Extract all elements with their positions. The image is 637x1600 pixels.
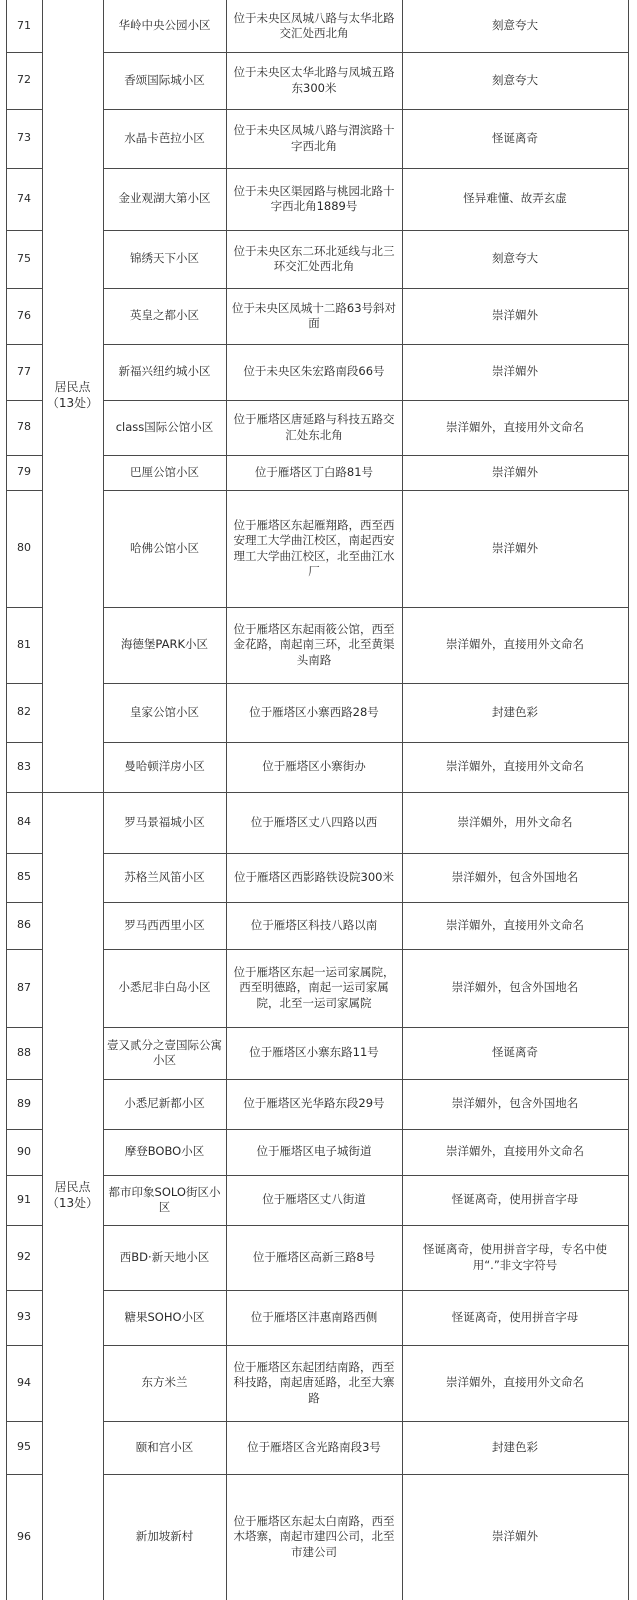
community-name: 曼哈顿洋房小区: [124, 759, 205, 774]
community-location: 位于雁塔区丈八四路以西: [250, 814, 378, 829]
naming-issue: 崇洋媚外，包含外国地名: [451, 980, 579, 995]
community-name: 锦绣天下小区: [130, 251, 199, 266]
community-location: 位于雁塔区东起雨筱公馆，西至金花路，南起南三环，北至黄渠头南路: [233, 622, 395, 667]
community-location: 位于未央区朱宏路南段66号: [243, 364, 385, 379]
column-rule: [628, 0, 629, 1600]
row-rule: [103, 853, 629, 854]
group-category: 居民点（13处）: [46, 1180, 99, 1210]
naming-issue: 崇洋媚外，直接用外文命名: [446, 1375, 584, 1390]
community-name: 颐和宫小区: [135, 1439, 194, 1454]
community-name: 巴厘公馆小区: [130, 464, 199, 479]
row-number: 82: [17, 705, 31, 719]
community-location: 位于雁塔区含光路南段3号: [247, 1439, 381, 1454]
row-rule: [6, 902, 43, 903]
community-name: 英皇之都小区: [130, 308, 199, 323]
row-number: 93: [17, 1310, 31, 1324]
community-name: 东方米兰: [141, 1375, 188, 1390]
row-number: 74: [17, 191, 31, 205]
row-number: 90: [17, 1144, 31, 1158]
row-number: 86: [17, 918, 31, 932]
community-name: 香颂国际城小区: [124, 72, 205, 87]
group-category: 居民点（13处）: [46, 380, 99, 410]
row-rule: [6, 1175, 43, 1176]
community-location: 位于未央区太华北路与凤城五路东300米: [233, 65, 395, 95]
row-rule: [103, 949, 629, 950]
row-rule: [6, 288, 43, 289]
community-location: 位于雁塔区丈八街道: [262, 1192, 366, 1207]
naming-issue: 崇洋媚外，直接用外文命名: [446, 1144, 584, 1159]
community-name: 西BD·新天地小区: [119, 1249, 210, 1264]
row-rule: [103, 1079, 629, 1080]
naming-issue: 怪诞离奇: [492, 1045, 538, 1060]
row-rule: [103, 490, 629, 491]
community-location: 位于未央区渠园路与桃园北路十字西北角1889号: [233, 183, 395, 213]
row-number: 72: [17, 73, 31, 87]
row-rule: [103, 400, 629, 401]
row-number: 87: [17, 980, 31, 994]
row-number: 77: [17, 364, 31, 378]
row-rule: [103, 109, 629, 110]
row-number: 91: [17, 1192, 31, 1206]
row-rule: [6, 52, 43, 53]
community-name: 皇家公馆小区: [130, 704, 199, 719]
community-name: 糖果SOHO小区: [124, 1309, 205, 1324]
row-rule: [103, 455, 629, 456]
row-number: 73: [17, 131, 31, 145]
community-location: 位于雁塔区电子城街道: [256, 1144, 372, 1159]
row-rule: [6, 683, 43, 684]
community-name: class国际公馆小区: [115, 419, 214, 434]
community-name: 华岭中央公园小区: [118, 18, 211, 33]
community-name: 新福兴纽约城小区: [118, 364, 211, 379]
row-number: 84: [17, 815, 31, 829]
row-rule: [103, 607, 629, 608]
community-location: 位于雁塔区小寨西路28号: [249, 704, 379, 719]
naming-issue: 崇洋媚外: [492, 464, 538, 479]
row-rule: [6, 400, 43, 401]
row-rule: [6, 742, 43, 743]
community-location: 位于雁塔区沣惠南路西侧: [250, 1309, 378, 1324]
row-rule: [6, 853, 43, 854]
naming-issue: 怪异难懂、故弄玄虚: [463, 191, 567, 206]
community-location: 位于未央区东二环北延线与北三环交汇处西北角: [233, 243, 395, 273]
row-rule: [103, 1175, 629, 1176]
row-rule: [6, 168, 43, 169]
row-rule: [103, 742, 629, 743]
row-rule: [6, 1421, 43, 1422]
row-number: 79: [17, 465, 31, 479]
row-number: 71: [17, 18, 31, 32]
community-location: 位于未央区凤城八路与渭滨路十字西北角: [233, 123, 395, 153]
naming-issue: 崇洋媚外: [492, 308, 538, 323]
community-name: 水晶卡芭拉小区: [124, 130, 205, 145]
naming-issue: 崇洋媚外，包含外国地名: [451, 869, 579, 884]
community-location: 位于雁塔区小寨街办: [262, 759, 366, 774]
community-location: 位于雁塔区科技八路以南: [250, 917, 378, 932]
row-number: 75: [17, 251, 31, 265]
naming-issue: 崇洋媚外，包含外国地名: [451, 1096, 579, 1111]
row-rule: [6, 1345, 43, 1346]
row-rule: [103, 1225, 629, 1226]
row-rule: [6, 1079, 43, 1080]
row-number: 76: [17, 308, 31, 322]
naming-issue: 崇洋媚外: [492, 540, 538, 555]
row-number: 94: [17, 1375, 31, 1389]
row-number: 92: [17, 1250, 31, 1264]
community-name: 苏格兰风笛小区: [124, 869, 205, 884]
row-rule: [6, 1474, 43, 1475]
row-rule: [103, 902, 629, 903]
community-location: 位于雁塔区西影路铁设院300米: [234, 869, 394, 884]
naming-issue: 封建色彩: [492, 704, 538, 719]
community-name: 都市印象SOLO街区小区: [108, 1184, 221, 1214]
column-rule: [402, 0, 403, 1600]
row-rule: [103, 344, 629, 345]
naming-issue: 怪诞离奇: [492, 130, 538, 145]
community-name: 海德堡PARK小区: [120, 637, 209, 652]
row-rule: [103, 1129, 629, 1130]
community-location: 位于雁塔区东起团结南路，西至科技路，南起唐延路，北至大寨路: [233, 1360, 395, 1405]
naming-issue: 怪诞离奇，使用拼音字母: [451, 1309, 579, 1324]
row-rule: [6, 344, 43, 345]
row-number: 85: [17, 870, 31, 884]
row-rule: [103, 1345, 629, 1346]
row-number: 80: [17, 541, 31, 555]
row-number: 95: [17, 1440, 31, 1454]
row-number: 81: [17, 637, 31, 651]
column-rule: [103, 0, 104, 1600]
row-rule: [103, 1027, 629, 1028]
naming-issue: 崇洋媚外，直接用外文命名: [446, 419, 584, 434]
row-rule: [6, 607, 43, 608]
community-name: 金业观湖大第小区: [118, 191, 211, 206]
row-rule: [103, 288, 629, 289]
row-rule: [103, 52, 629, 53]
row-rule: [103, 1290, 629, 1291]
community-location: 位于雁塔区光华路东段29号: [243, 1096, 385, 1111]
row-rule: [103, 1421, 629, 1422]
naming-issue: 崇洋媚外，直接用外文命名: [446, 759, 584, 774]
community-name: 壹又贰分之壹国际公寓小区: [107, 1037, 222, 1067]
row-rule: [6, 109, 43, 110]
community-location: 位于雁塔区高新三路8号: [252, 1249, 376, 1264]
naming-issue: 怪诞离奇，使用拼音字母，专名中使用“.”非文字符号: [423, 1242, 607, 1272]
row-rule: [6, 1027, 43, 1028]
row-rule: [6, 1225, 43, 1226]
naming-issue: 崇洋媚外，用外文命名: [457, 814, 573, 829]
naming-issue: 刻意夸大: [492, 72, 538, 87]
community-location: 位于雁塔区东起太白南路，西至木塔寨，南起市建四公司，北至市建公司: [233, 1514, 395, 1559]
naming-issue: 刻意夸大: [492, 251, 538, 266]
community-name: 哈佛公馆小区: [130, 540, 199, 555]
community-name: 新加坡新村: [135, 1529, 194, 1544]
row-number: 89: [17, 1096, 31, 1110]
naming-issue: 崇洋媚外: [492, 1529, 538, 1544]
row-rule: [6, 949, 43, 950]
row-rule: [6, 455, 43, 456]
community-location: 位于未央区凤城八路与太华北路交汇处西北角: [233, 10, 395, 40]
row-rule: [6, 792, 629, 793]
row-number: 96: [17, 1529, 31, 1543]
row-rule: [103, 1474, 629, 1475]
naming-issue: 封建色彩: [492, 1439, 538, 1454]
naming-issue: 崇洋媚外，直接用外文命名: [446, 637, 584, 652]
community-location: 位于雁塔区丁白路81号: [254, 464, 374, 479]
row-rule: [6, 1290, 43, 1291]
community-name: 小悉尼非白岛小区: [118, 980, 211, 995]
community-location: 位于未央区凤城十二路63号斜对面: [231, 300, 397, 330]
naming-issue: 怪诞离奇，使用拼音字母: [451, 1192, 579, 1207]
row-rule: [6, 490, 43, 491]
community-name: 小悉尼新都小区: [124, 1096, 205, 1111]
community-name: 罗马景福城小区: [124, 814, 205, 829]
community-name: 摩登BOBO小区: [124, 1144, 205, 1159]
row-number: 83: [17, 759, 31, 773]
community-location: 位于雁塔区东起雁翔路，西至西安理工大学曲江校区，南起西安理工大学曲江校区，北至曲江水厂: [233, 518, 395, 578]
column-rule: [226, 0, 227, 1600]
row-rule: [6, 230, 43, 231]
column-rule: [42, 0, 43, 1600]
row-number: 78: [17, 420, 31, 434]
row-rule: [103, 168, 629, 169]
community-name: 罗马西西里小区: [124, 917, 205, 932]
naming-issue: 崇洋媚外，直接用外文命名: [446, 917, 584, 932]
naming-issue: 崇洋媚外: [492, 364, 538, 379]
community-location: 位于雁塔区东起一运司家属院，西至明德路，南起一运司家属院，北至一运司家属院: [233, 965, 395, 1010]
row-rule: [103, 683, 629, 684]
community-location: 位于雁塔区小寨东路11号: [249, 1045, 379, 1060]
row-number: 88: [17, 1045, 31, 1059]
naming-issue: 刻意夸大: [492, 18, 538, 33]
community-location: 位于雁塔区唐延路与科技五路交汇处东北角: [233, 412, 395, 442]
row-rule: [103, 230, 629, 231]
row-rule: [6, 1129, 43, 1130]
column-rule: [6, 0, 7, 1600]
